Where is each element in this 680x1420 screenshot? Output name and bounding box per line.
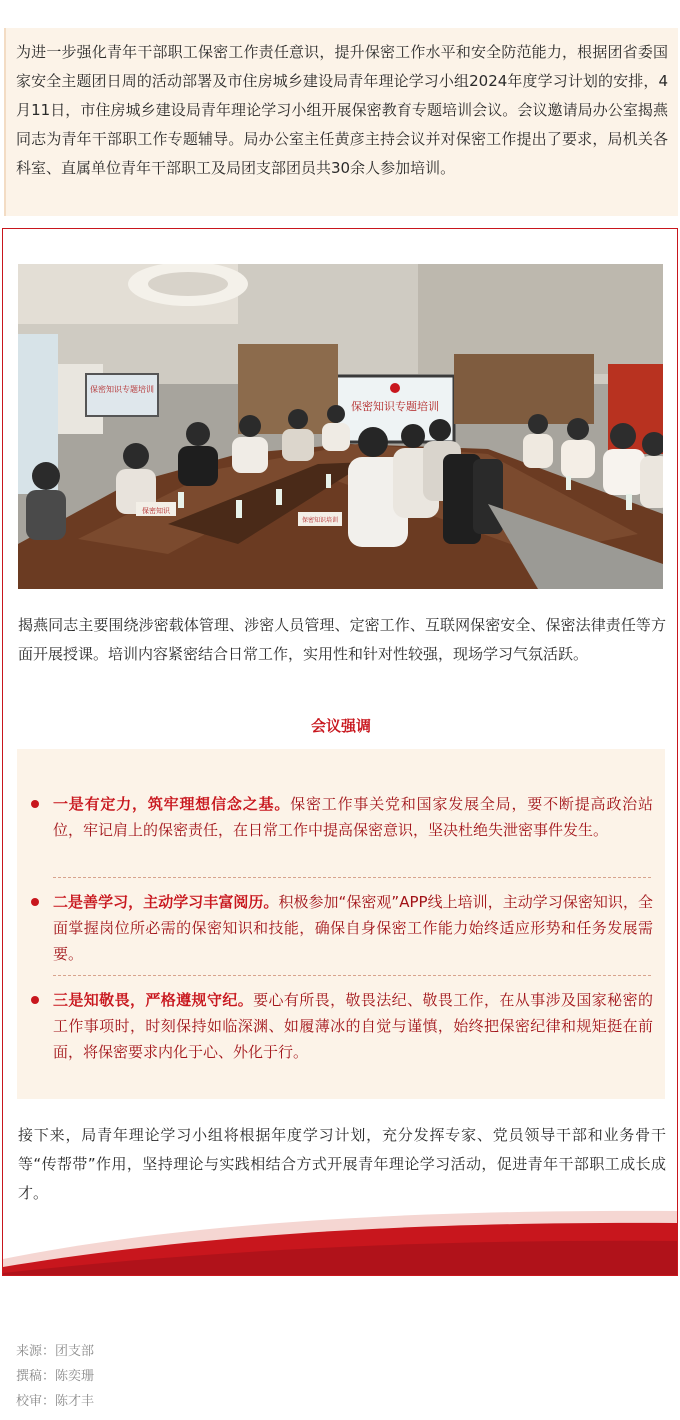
emphasis-item [53, 987, 653, 1065]
dashed-divider [53, 975, 651, 976]
emphasis-text: 保密工作事关党和国家发展全局，要不断提高政治站位，牢记肩上的保密责任，在日常工作中提高保密意识，坚决杜绝失泄密事件发生。 [53, 795, 653, 839]
footer-reviewer: 校审：陈才丰 [16, 1394, 95, 1409]
paragraph-next-steps: 接下来，局青年理论学习小组将根据年度学习计划，充分发挥专家、党员领导干部和业务骨干等“传帮带”作用，坚持理论与实践相结合方式开展青年理论学习活动，促进青年干部职工成长成才。 [18, 1126, 666, 1202]
emphasis-lead: 三是知敬畏，严格遵规守纪。 [53, 991, 254, 1009]
footer-author: 撰稿：陈奕珊 [16, 1369, 95, 1384]
article-frame [2, 228, 678, 1276]
paragraph-lecture: 揭燕同志主要围绕涉密载体管理、涉密人员管理、定密工作、互联网保密安全、保密法律责任等方面开展授课。培训内容紧密结合日常工作，实用性和针对性较强，现场学习气氛活跃。 [18, 616, 666, 663]
right-screen-text: 保密知识专题培训 [351, 400, 439, 413]
dashed-divider [53, 877, 651, 878]
emphasis-item [53, 791, 653, 843]
left-screen-text: 保密知识专题培训 [90, 385, 154, 394]
meeting-photo [18, 264, 663, 589]
name-card-text-2: 保密知识培训 [301, 517, 339, 524]
name-card-text: 保密知识 [142, 507, 170, 515]
bullet-dot-icon [31, 800, 39, 808]
emphasis-text: 积极参加“保密观”APP线上培训，主动学习保密知识，全面掌握岗位所必需的保密知识和技能，确保自身保密工作能力始终适应形势和任务发展需要。 [53, 893, 653, 963]
meeting-photo-illustration [18, 264, 663, 589]
intro-text: 为进一步强化青年干部职工保密工作责任意识，提升保密工作水平和安全防范能力，根据团省委国家安全主题团日周的活动部署及市住房城乡建设局青年理论学习小组2024年度学习计划的安排，4月11日，市住房城乡建设局青年理论学习小组开展保密教育专题培训会议。会议邀请局办公室揭燕同志为青年干部职工作专题辅导。局办公室主任黄彦主持会议并对保密工作提出了要求，局机关各科室、直属单位青年干部职工及局团支部团员共30余人参加培训。 [16, 43, 668, 177]
decorative-wave [3, 1199, 678, 1276]
emphasis-title: 会议强调 [310, 717, 371, 735]
bullet-dot-icon [31, 898, 39, 906]
emphasis-lead: 一是有定力，筑牢理想信念之基。 [53, 795, 291, 813]
bullet-dot-icon [31, 996, 39, 1004]
emphasis-text: 要心有所畏，敬畏法纪、敬畏工作，在从事涉及国家秘密的工作事项时，时刻保持如临深渊、如履薄冰的自觉与谨慎，始终把保密纪律和规矩挺在前面，将保密要求内化于心、外化于行。 [53, 991, 653, 1061]
intro-box [4, 28, 678, 216]
footer-source: 来源：团支部 [16, 1344, 95, 1359]
emphasis-lead: 二是善学习，主动学习丰富阅历。 [53, 893, 279, 911]
emphasis-item [53, 889, 653, 967]
emphasis-box [17, 749, 665, 1099]
footer-credits [16, 1340, 94, 1415]
